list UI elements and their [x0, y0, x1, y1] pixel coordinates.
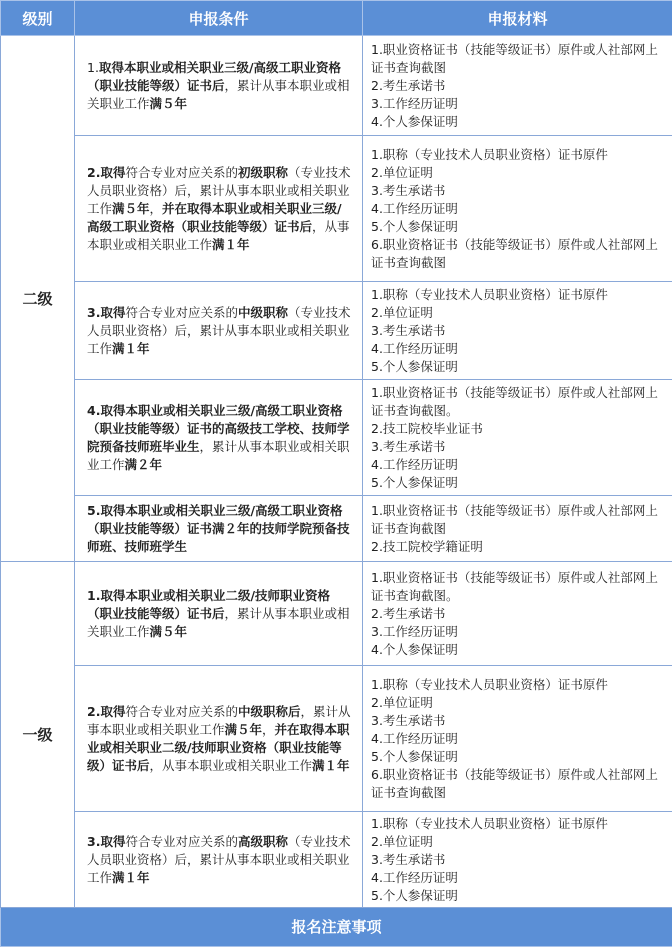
- material-item: 2.单位证明: [371, 694, 668, 712]
- materials-cell: [363, 562, 672, 666]
- condition-text: 满５年: [225, 722, 263, 737]
- material-item: 5.个人参保证明: [371, 474, 668, 492]
- condition-text: 3.取得: [87, 305, 125, 320]
- condition-text: ，累计从事本职业或相关职业工作: [87, 78, 350, 111]
- material-item: 1.职业资格证书（技能等级证书）原件或人社部网上证书查询截图。: [371, 569, 668, 605]
- condition-text: 取得本职业或相关职业三级/高级工职业资格（职业技能等级）证书后: [87, 60, 341, 93]
- material-item: 1.职称（专业技术人员职业资格）证书原件: [371, 815, 668, 833]
- condition-text: ，从事本职业或相关职业工作: [87, 219, 350, 252]
- footer-row: [1, 908, 672, 947]
- header-materials: 申报材料: [363, 1, 672, 36]
- condition-text: 满１年: [312, 758, 350, 773]
- material-item: 2.单位证明: [371, 304, 668, 322]
- material-item: 6.职业资格证书（技能等级证书）原件或人社部网上证书查询截图: [371, 236, 668, 272]
- condition-text: （专业技术人员职业资格）后，累计从事本职业或相关职业工作: [87, 165, 351, 216]
- material-item: 6.职业资格证书（技能等级证书）原件或人社部网上证书查询截图: [371, 766, 668, 802]
- condition-text: ，: [262, 722, 275, 737]
- material-item: 2.单位证明: [371, 833, 668, 851]
- materials-cell: [363, 36, 672, 136]
- material-item: 2.单位证明: [371, 164, 668, 182]
- condition-cell: [75, 496, 363, 562]
- header-row: [1, 1, 672, 36]
- material-item: 4.工作经历证明: [371, 869, 668, 887]
- material-item: 2.技工院校学籍证明: [371, 538, 668, 556]
- header-conditions: 申报条件: [75, 1, 363, 36]
- material-item: 4.个人参保证明: [371, 641, 668, 659]
- condition-text: 符合专业对应关系的: [125, 834, 238, 849]
- condition-text: 满５年: [150, 96, 188, 111]
- condition-text: 满１年: [112, 341, 150, 356]
- condition-text: 2.取得: [87, 704, 125, 719]
- condition-text: 符合专业对应关系的: [125, 704, 238, 719]
- condition-cell: [75, 562, 363, 666]
- condition-text: 满２年: [125, 457, 163, 472]
- level-cell-first: 一级: [1, 562, 75, 908]
- condition-text: 满１年: [212, 237, 250, 252]
- material-item: 1.职称（专业技术人员职业资格）证书原件: [371, 676, 668, 694]
- condition-text: ，累计从事本职业或相关职业工作: [87, 606, 350, 639]
- condition-text: ，累计从事本职业或相关职业工作: [87, 439, 350, 472]
- material-item: 3.考生承诺书: [371, 182, 668, 200]
- materials-cell: [363, 812, 672, 908]
- condition-text: ，: [150, 201, 163, 216]
- condition-text: 5.取得本职业或相关职业三级/高级工职业资格（职业技能等级）证书满２年的技师学院预备技师班、技师班学生: [87, 503, 350, 554]
- material-item: 4.工作经历证明: [371, 730, 668, 748]
- condition-text: 2.取得: [87, 165, 125, 180]
- table-row: [1, 496, 672, 562]
- condition-text: （专业技术人员职业资格）后，累计从事本职业或相关职业工作: [87, 305, 351, 356]
- table-row: [1, 380, 672, 496]
- condition-text: 中级职称: [238, 305, 288, 320]
- condition-text: 满１年: [112, 870, 150, 885]
- condition-cell: [75, 136, 363, 282]
- condition-text: 3.取得: [87, 834, 125, 849]
- condition-cell: [75, 380, 363, 496]
- material-item: 5.个人参保证明: [371, 358, 668, 376]
- material-item: 1.职业资格证书（技能等级证书）原件或人社部网上证书查询截图。: [371, 384, 668, 420]
- table-row: [1, 36, 672, 136]
- material-item: 2.技工院校毕业证书: [371, 420, 668, 438]
- notes-heading: 报名注意事项: [1, 908, 672, 947]
- condition-text: 高级职称: [238, 834, 288, 849]
- condition-text: 并在取得本职业或相关职业三级/高级工职业资格（职业技能等级）证书后: [87, 201, 342, 234]
- condition-text: ，累计从事本职业或相关职业工作: [87, 704, 351, 737]
- materials-cell: [363, 282, 672, 380]
- material-item: 3.考生承诺书: [371, 851, 668, 869]
- table-row: [1, 666, 672, 812]
- condition-text: 1.取得本职业或相关职业二级/技师职业资格（职业技能等级）证书后: [87, 588, 330, 621]
- condition-text: 满５年: [150, 624, 188, 639]
- material-item: 4.工作经历证明: [371, 340, 668, 358]
- material-item: 1.职业资格证书（技能等级证书）原件或人社部网上证书查询截图: [371, 502, 668, 538]
- material-item: 1.职业资格证书（技能等级证书）原件或人社部网上证书查询截图: [371, 41, 668, 77]
- material-item: 3.工作经历证明: [371, 95, 668, 113]
- table-row: [1, 136, 672, 282]
- table-row: [1, 812, 672, 908]
- materials-cell: [363, 136, 672, 282]
- material-item: 3.工作经历证明: [371, 623, 668, 641]
- material-item: 3.考生承诺书: [371, 438, 668, 456]
- material-item: 3.考生承诺书: [371, 712, 668, 730]
- table-row: [1, 282, 672, 380]
- material-item: 1.职称（专业技术人员职业资格）证书原件: [371, 286, 668, 304]
- condition-text: 满５年: [112, 201, 150, 216]
- material-item: 5.个人参保证明: [371, 748, 668, 766]
- condition-cell: [75, 666, 363, 812]
- material-item: 2.考生承诺书: [371, 605, 668, 623]
- material-item: 4.个人参保证明: [371, 113, 668, 131]
- condition-text: 符合专业对应关系的: [125, 165, 238, 180]
- material-item: 4.工作经历证明: [371, 456, 668, 474]
- header-level: 级别: [1, 1, 75, 36]
- material-item: 5.个人参保证明: [371, 887, 668, 905]
- material-item: 5.个人参保证明: [371, 218, 668, 236]
- materials-cell: [363, 380, 672, 496]
- material-item: 1.职称（专业技术人员职业资格）证书原件: [371, 146, 668, 164]
- level-cell-second: 二级: [1, 36, 75, 562]
- condition-cell: [75, 282, 363, 380]
- material-item: 3.考生承诺书: [371, 322, 668, 340]
- material-item: 4.工作经历证明: [371, 200, 668, 218]
- table-row: [1, 562, 672, 666]
- condition-text: 1.: [87, 60, 99, 75]
- condition-text: 符合专业对应关系的: [125, 305, 238, 320]
- condition-cell: [75, 36, 363, 136]
- condition-cell: [75, 812, 363, 908]
- condition-text: 并在取得本职业或相关职业二级/技师职业资格（职业技能等级）证书后: [87, 722, 350, 773]
- condition-text: ，从事本职业或相关职业工作: [150, 758, 313, 773]
- materials-cell: [363, 666, 672, 812]
- material-item: 2.考生承诺书: [371, 77, 668, 95]
- condition-text: 4.取得本职业或相关职业三级/高级工职业资格（职业技能等级）证书的高级技工学校、技师学院预备技师班毕业生: [87, 403, 350, 454]
- condition-text: （专业技术人员职业资格）后，累计从事本职业或相关职业工作: [87, 834, 351, 885]
- condition-text: 中级职称后: [238, 704, 301, 719]
- condition-text: 初级职称: [238, 165, 288, 180]
- materials-cell: [363, 496, 672, 562]
